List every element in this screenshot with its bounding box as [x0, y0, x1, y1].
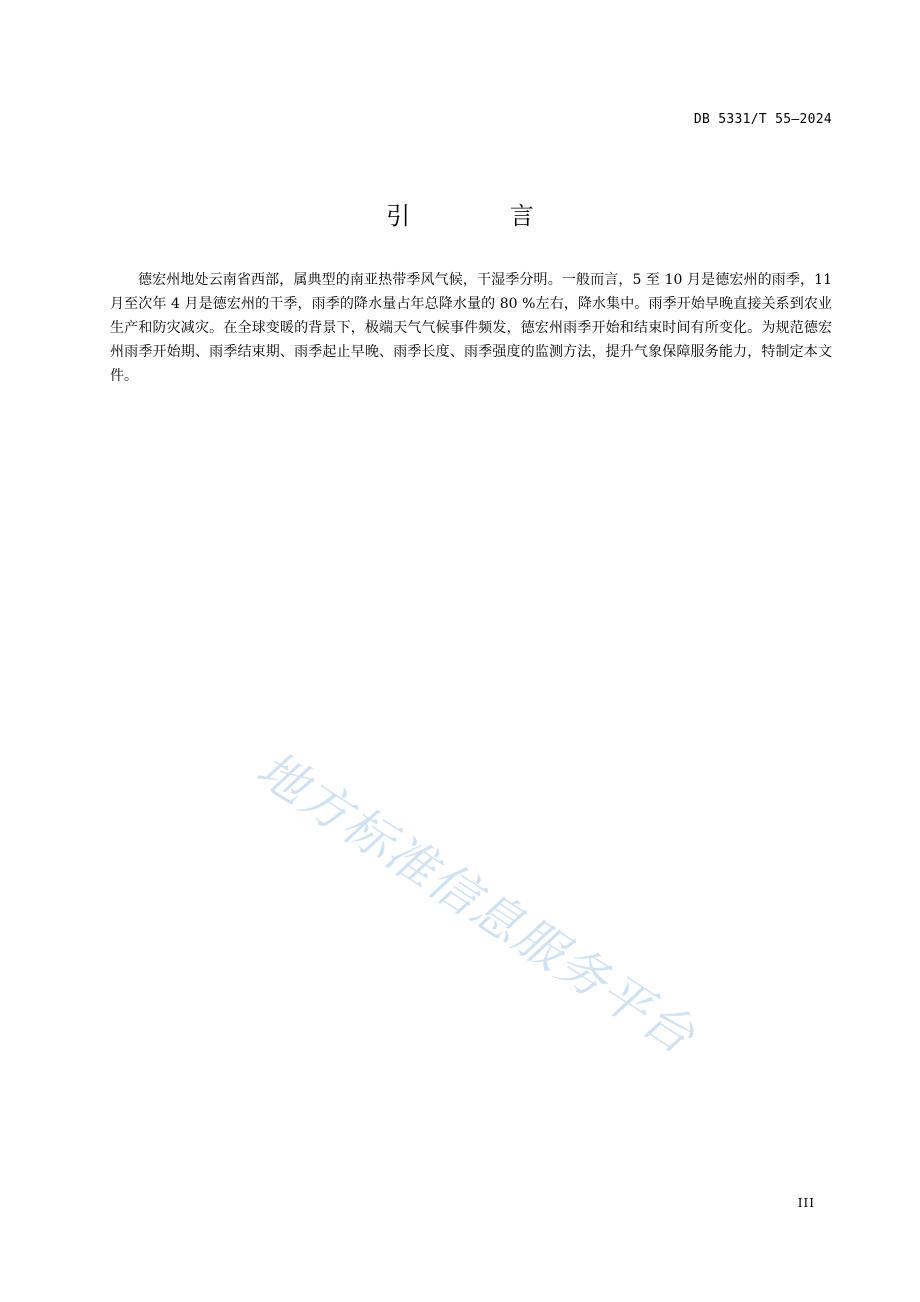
page-number: III — [797, 1196, 815, 1210]
watermark: 地方标准信息服务平台 — [246, 740, 706, 1066]
document-code: DB 5331/T 55—2024 — [693, 112, 832, 127]
section-title: 引 言 — [386, 202, 580, 230]
introduction-paragraph: 德宏州地处云南省西部，属典型的南亚热带季风气候，干湿季分明。一般而言，5 至 10 月是德宏州的雨季，11 月至次年 4 月是德宏州的干季，雨季的降水量占年总降水量的 80 %左右，降水集中。雨季开始早晚直接关系到农业生产和防灾减灾。在全球变暖的背景下，极端天气气候事件频发，德宏州雨季开始和结束时间有所变化。为规范德宏州雨季开始期、雨季结束期、雨季起止早晚、雨季长度、雨季强度的监测方法，提升气象保障服务能力，特制定本文件。 — [110, 272, 832, 384]
